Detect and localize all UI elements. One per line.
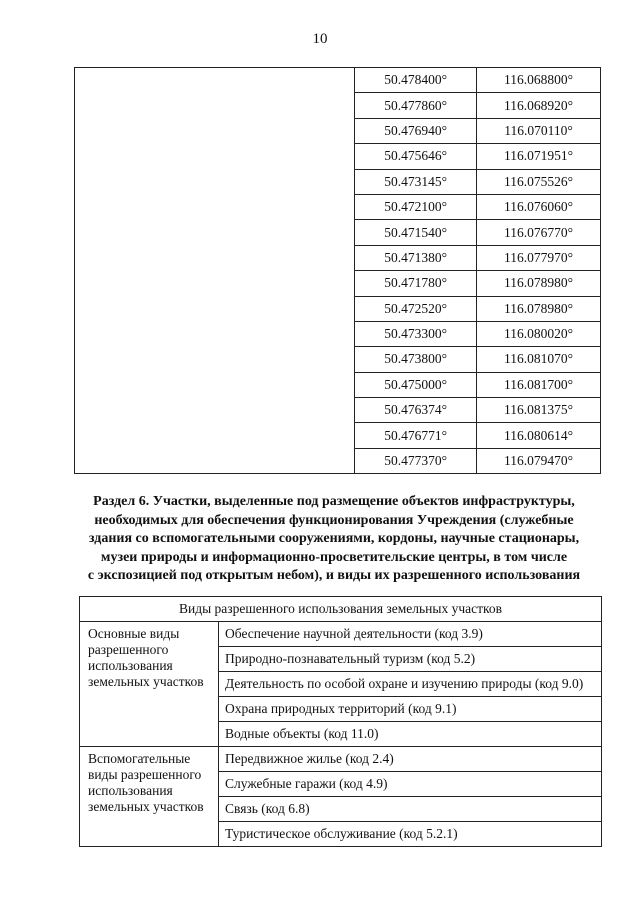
longitude-cell: 116.076770° [477,220,601,245]
use-item: Обеспечение научной деятельности (код 3.9) [219,622,602,647]
latitude-cell: 50.475646° [355,144,477,169]
latitude-cell: 50.471380° [355,245,477,270]
latitude-cell: 50.475000° [355,372,477,397]
group-label-main [80,622,219,747]
latitude-cell: 50.472100° [355,194,477,219]
table-row [75,68,601,93]
use-item: Передвижное жилье (код 2.4) [219,747,602,772]
latitude-cell: 50.471780° [355,271,477,296]
group-label-line: использования [88,783,173,798]
latitude-cell: 50.476374° [355,398,477,423]
group-label-line: разрешенного [88,642,169,657]
land-use-table [79,596,602,847]
longitude-cell: 116.078980° [477,271,601,296]
group-label-line: виды разрешенного [88,767,202,782]
use-item: Деятельность по особой охране и изучению природы (код 9.0) [219,672,602,697]
longitude-cell: 116.080020° [477,321,601,346]
table-header: Виды разрешенного использования земельных участков [80,597,602,622]
heading-line: Раздел 6. Участки, выделенные под размещение объектов инфраструктуры, [93,494,575,509]
use-item: Служебные гаражи (код 4.9) [219,772,602,797]
table-row [80,622,602,647]
use-item: Связь (код 6.8) [219,797,602,822]
latitude-cell: 50.478400° [355,68,477,93]
group-label-auxiliary [80,747,219,847]
table-header-row [80,597,602,622]
longitude-cell: 116.076060° [477,194,601,219]
coordinates-table [74,67,601,474]
table-row [80,747,602,772]
group-label-line: Основные виды [88,626,180,641]
longitude-cell: 116.078980° [477,296,601,321]
longitude-cell: 116.075526° [477,169,601,194]
group-label-line: земельных участков [88,674,204,689]
section-heading [64,493,604,586]
use-item: Туристическое обслуживание (код 5.2.1) [219,822,602,847]
use-item: Природно-познавательный туризм (код 5.2) [219,647,602,672]
group-label-line: земельных участков [88,799,204,814]
latitude-cell: 50.473145° [355,169,477,194]
latitude-cell: 50.476771° [355,423,477,448]
group-label-line: использования [88,658,173,673]
empty-cell [75,68,355,474]
latitude-cell: 50.471540° [355,220,477,245]
latitude-cell: 50.477370° [355,448,477,473]
latitude-cell: 50.476940° [355,118,477,143]
latitude-cell: 50.473800° [355,347,477,372]
page-number: 10 [312,31,328,47]
longitude-cell: 116.077970° [477,245,601,270]
longitude-cell: 116.081070° [477,347,601,372]
longitude-cell: 116.081375° [477,398,601,423]
use-item: Охрана природных территорий (код 9.1) [219,697,602,722]
latitude-cell: 50.472520° [355,296,477,321]
heading-line: здания со вспомогательными сооружениями, кордоны, научные стационары, [88,531,580,546]
longitude-cell: 116.070110° [477,118,601,143]
heading-line: музеи природы и информационно-просветительские центры, в том числе [100,549,568,565]
group-label-line: Вспомогательные [88,751,191,766]
latitude-cell: 50.477860° [355,93,477,118]
heading-line: с экспозицией под открытым небом), и виды их разрешенного использования [87,568,581,583]
latitude-cell: 50.473300° [355,321,477,346]
longitude-cell: 116.080614° [477,423,601,448]
longitude-cell: 116.081700° [477,372,601,397]
longitude-cell: 116.079470° [477,448,601,473]
use-item: Водные объекты (код 11.0) [219,722,602,747]
longitude-cell: 116.071951° [477,144,601,169]
longitude-cell: 116.068920° [477,93,601,118]
heading-line: необходимых для обеспечения функционирования Учреждения (служебные [94,512,574,528]
longitude-cell: 116.068800° [477,68,601,93]
